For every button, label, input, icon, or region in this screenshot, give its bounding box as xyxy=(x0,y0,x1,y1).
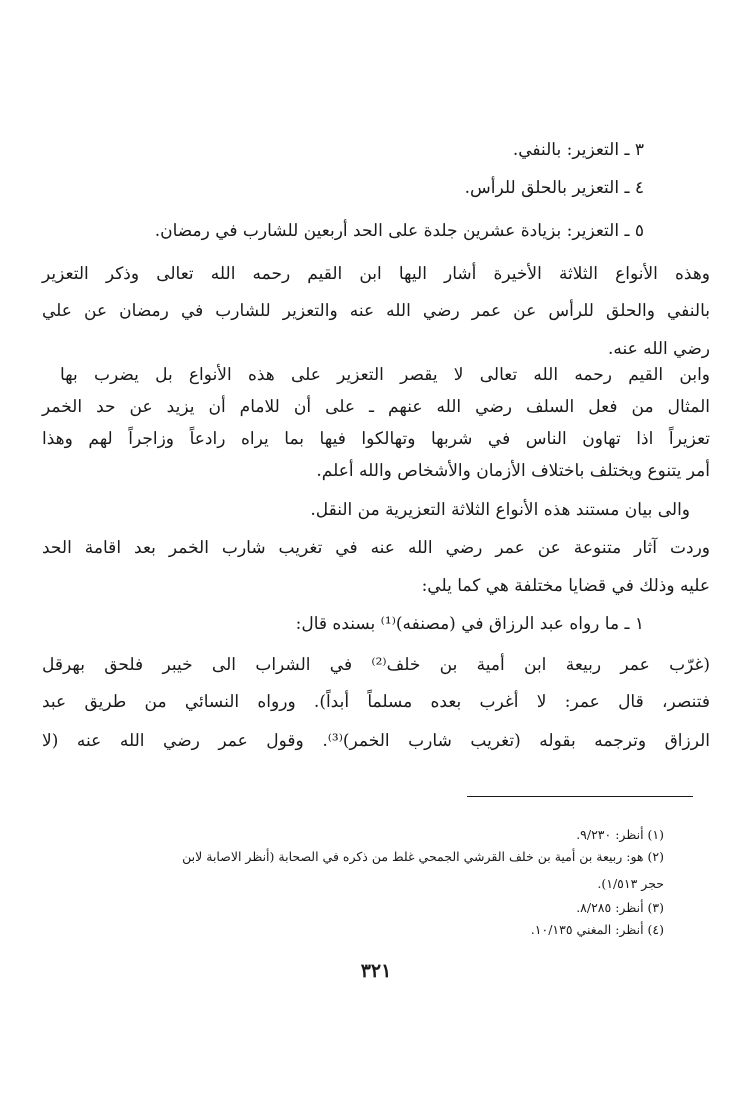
paragraph-line: وردت آثار متنوعة عن عمر رضي الله عنه في تغريب شارب الخمر بعد اقامة الحد xyxy=(42,538,710,558)
page-number: ٣٢١ xyxy=(360,960,392,982)
paragraph-line: تعزيراً اذا تهاون الناس في شربها وتهالكوا فيها بما يراه رادعاً وزاجراً لهم وهذا xyxy=(42,429,710,449)
paragraph-line: رضي الله عنه. xyxy=(607,339,710,359)
paragraph-line: والى بيان مستند هذه الأنواع الثلاثة التعزيرية من النقل. xyxy=(310,500,690,520)
paragraph-line: أمر يتنوع ويختلف باختلاف الأزمان والأشخاص والله أعلم. xyxy=(316,461,710,481)
paragraph-line: عليه وذلك في قضايا مختلفة هي كما يلي: xyxy=(421,576,710,596)
footnote-3: (٣) أنظر: ٨/٢٨٥. xyxy=(576,900,664,915)
footnote-divider xyxy=(467,796,693,797)
paragraph-line: بالنفي والحلق للرأس عن عمر رضي الله عنه والتعزير للشارب في رمضان عن علي xyxy=(42,301,710,321)
footnote-2-continued: حجر ١/٥١٣). xyxy=(597,876,664,891)
list-item-3: ٣ ـ التعزير: بالنفي. xyxy=(512,140,644,160)
quote-line: فتنصر، قال عمر: لا أغرب بعده مسلماً أبداً). ورواه النسائي من طريق عبد xyxy=(42,692,710,712)
footnote-4: (٤) أنظر: المغني ١٠/١٣٥. xyxy=(530,922,664,937)
list-item-1: ١ ـ ما رواه عبد الرزاق في (مصنفه)⁽¹⁾ بسنده قال: xyxy=(295,614,644,634)
paragraph-line: وابن القيم رحمه الله تعالى لا يقصر التعزير على هذه الأنواع بل يضرب بها xyxy=(60,365,710,385)
footnote-2: (٢) هو: ربيعة بن أمية بن خلف القرشي الجمحي غلط من ذكره في الصحابة (أنظر الاصابة لابن xyxy=(182,849,664,864)
footnote-1: (١) أنظر: ٩/٢٣٠. xyxy=(576,827,664,842)
list-item-5: ٥ ـ التعزير: بزيادة عشرين جلدة على الحد أربعين للشارب في رمضان. xyxy=(154,221,644,241)
paragraph-line: وهذه الأنواع الثلاثة الأخيرة أشار اليها ابن القيم رحمه الله تعالى وذكر التعزير xyxy=(42,264,710,284)
quote-line: (غرّب عمر ربيعة ابن أمية بن خلف⁽²⁾ في الشراب الى خيبر فلحق بهرقل xyxy=(42,655,710,675)
quote-line: الرزاق وترجمه بقوله (تغريب شارب الخمر)⁽³⁾. وقول عمر رضي الله عنه (لا xyxy=(42,731,710,751)
paragraph-line: المثال من فعل السلف رضي الله عنهم ـ على أن للامام أن يزيد عن حد الخمر xyxy=(42,397,710,417)
list-item-4: ٤ ـ التعزير بالحلق للرأس. xyxy=(464,178,644,198)
